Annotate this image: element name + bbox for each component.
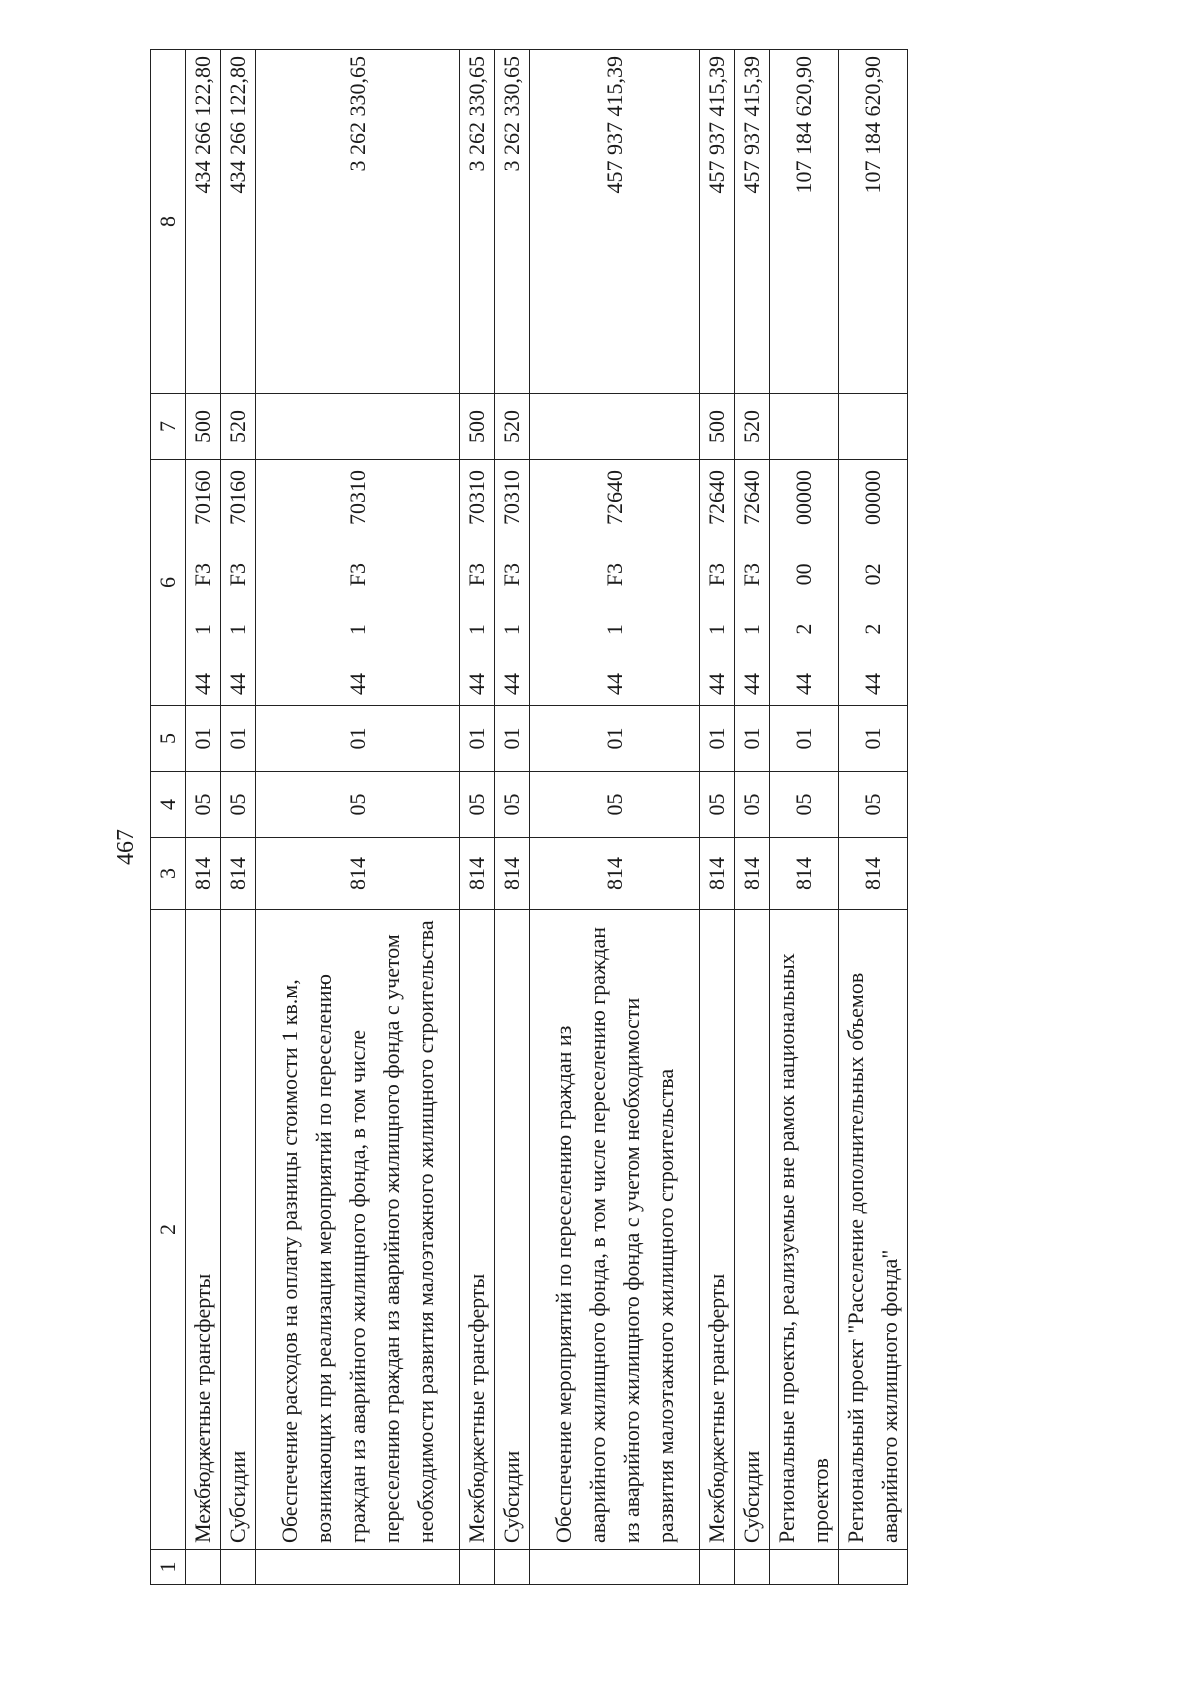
target-article-part: 1 <box>464 624 489 636</box>
table-row <box>256 50 460 1585</box>
target-article-code <box>221 466 255 699</box>
page-number: 467 <box>113 829 139 865</box>
header-cell-7: 7 <box>151 394 186 460</box>
header-cell-4: 4 <box>151 772 186 838</box>
section-code-cell: 05 <box>495 772 530 838</box>
target-article-cell <box>460 460 495 706</box>
target-article-part: F3 <box>190 562 215 587</box>
amount-cell: 3 262 330,65 <box>256 50 460 394</box>
target-article-part: 70310 <box>344 470 370 526</box>
target-article-part: 1 <box>499 624 524 636</box>
table-row <box>839 50 908 1585</box>
target-article-cell <box>770 460 839 706</box>
amount-cell: 457 937 415,39 <box>530 50 700 394</box>
amount-cell: 434 266 122,80 <box>221 50 256 394</box>
target-article-part: 44 <box>704 673 729 695</box>
expense-type-cell: 520 <box>495 394 530 460</box>
amount-cell: 107 184 620,90 <box>839 50 908 394</box>
target-article-code <box>495 466 529 699</box>
row-name-cell: Межбюджетные трансферты <box>460 910 495 1550</box>
header-cell-3: 3 <box>151 838 186 910</box>
subsection-code-cell: 01 <box>256 706 460 772</box>
amount-cell: 457 937 415,39 <box>700 50 735 394</box>
target-article-part: 02 <box>860 563 885 586</box>
target-article-part: 44 <box>499 673 524 695</box>
subsection-code-cell: 01 <box>495 706 530 772</box>
target-article-part: 44 <box>464 673 489 695</box>
amount-cell: 107 184 620,90 <box>770 50 839 394</box>
target-article-code <box>186 466 220 699</box>
target-article-part: 44 <box>791 673 816 695</box>
target-article-part: 1 <box>739 624 764 636</box>
target-article-part: 70160 <box>225 470 250 526</box>
row-number-cell <box>495 1550 530 1585</box>
row-number-cell <box>530 1550 700 1585</box>
table-row <box>186 50 221 1585</box>
row-name-cell: Субсидии <box>221 910 256 1550</box>
ministry-code-cell: 814 <box>186 838 221 910</box>
row-number-cell <box>186 1550 221 1585</box>
target-article-cell <box>221 460 256 706</box>
target-article-part: 1 <box>190 624 215 636</box>
target-article-part: 44 <box>601 673 627 695</box>
row-name-cell: Субсидии <box>495 910 530 1550</box>
header-row <box>151 50 186 1585</box>
row-name-cell: Региональные проекты, реализуемые вне рамок национальных проектов <box>770 910 839 1550</box>
amount-cell: 3 262 330,65 <box>495 50 530 394</box>
target-article-part: 44 <box>344 673 370 695</box>
section-code-cell: 05 <box>186 772 221 838</box>
row-number-cell <box>770 1550 839 1585</box>
section-code-cell: 05 <box>770 772 839 838</box>
target-article-cell <box>186 460 221 706</box>
target-article-part: F3 <box>601 562 627 587</box>
target-article-part: 1 <box>704 624 729 636</box>
target-article-code <box>460 466 494 699</box>
target-article-code <box>700 466 734 699</box>
expense-type-cell <box>256 394 460 460</box>
row-number-cell <box>221 1550 256 1585</box>
ministry-code-cell: 814 <box>495 838 530 910</box>
target-article-part: F3 <box>704 562 729 587</box>
target-article-cell <box>735 460 770 706</box>
expense-type-cell: 500 <box>186 394 221 460</box>
target-article-cell <box>495 460 530 706</box>
target-article-part: F3 <box>739 562 764 587</box>
ministry-code-cell: 814 <box>256 838 460 910</box>
table-row <box>530 50 700 1585</box>
target-article-part: 1 <box>601 624 627 636</box>
target-article-part: 72640 <box>704 470 729 526</box>
expense-type-cell <box>839 394 908 460</box>
target-article-part: 70310 <box>464 470 489 526</box>
target-article-part: 44 <box>860 673 885 695</box>
target-article-code <box>341 466 375 699</box>
section-code-cell: 05 <box>460 772 495 838</box>
header-cell-8: 8 <box>151 50 186 394</box>
row-name-cell: Межбюджетные трансферты <box>700 910 735 1550</box>
ministry-code-cell: 814 <box>770 838 839 910</box>
ministry-code-cell: 814 <box>460 838 495 910</box>
subsection-code-cell: 01 <box>700 706 735 772</box>
subsection-code-cell: 01 <box>221 706 256 772</box>
rotated-table-container <box>150 50 902 1585</box>
target-article-code <box>735 466 769 699</box>
target-article-part: 72640 <box>739 470 764 526</box>
target-article-part: 2 <box>791 623 816 635</box>
target-article-part: F3 <box>464 562 489 587</box>
target-article-part: 44 <box>190 673 215 695</box>
amount-cell: 457 937 415,39 <box>735 50 770 394</box>
header-cell-6: 6 <box>151 460 186 706</box>
subsection-code-cell: 01 <box>735 706 770 772</box>
target-article-part: 00 <box>791 563 816 586</box>
ministry-code-cell: 814 <box>700 838 735 910</box>
target-article-part: F3 <box>225 562 250 587</box>
table-body <box>151 50 908 1585</box>
row-name-cell: Обеспечение расходов на оплату разницы стоимости 1 кв.м, возникающих при реализации мероприятий по переселению граждан из аварийного жилищного фонда, в том числе переселению граждан из аварийного жилищного фонда с учетом необходимости развития малоэтажного жилищного строительства <box>256 910 460 1550</box>
target-article-part: 00000 <box>791 470 816 526</box>
target-article-part: 44 <box>739 673 764 695</box>
table-row <box>770 50 839 1585</box>
subsection-code-cell: 01 <box>839 706 908 772</box>
table-row <box>460 50 495 1585</box>
amount-cell: 434 266 122,80 <box>186 50 221 394</box>
header-cell-2: 2 <box>151 910 186 1550</box>
target-article-part: F3 <box>344 562 370 587</box>
subsection-code-cell: 01 <box>460 706 495 772</box>
table-row <box>735 50 770 1585</box>
target-article-cell <box>700 460 735 706</box>
target-article-part: 72640 <box>601 470 627 526</box>
table-row <box>700 50 735 1585</box>
row-number-cell <box>460 1550 495 1585</box>
expense-type-cell: 520 <box>735 394 770 460</box>
target-article-cell <box>256 460 460 706</box>
target-article-part: 1 <box>225 624 250 636</box>
target-article-part: 70310 <box>499 470 524 526</box>
expense-type-cell <box>530 394 700 460</box>
row-name-cell: Межбюджетные трансферты <box>186 910 221 1550</box>
expense-type-cell: 500 <box>460 394 495 460</box>
section-code-cell: 05 <box>256 772 460 838</box>
expense-type-cell <box>770 394 839 460</box>
target-article-part: 00000 <box>860 470 885 526</box>
target-article-part: 44 <box>225 673 250 695</box>
target-article-code <box>787 466 821 699</box>
row-number-cell <box>839 1550 908 1585</box>
target-article-part: F3 <box>499 562 524 587</box>
target-article-part: 1 <box>344 624 370 636</box>
target-article-code <box>856 466 890 699</box>
amount-cell: 3 262 330,65 <box>460 50 495 394</box>
expense-type-cell: 520 <box>221 394 256 460</box>
expense-type-cell: 500 <box>700 394 735 460</box>
ministry-code-cell: 814 <box>530 838 700 910</box>
row-number-cell <box>700 1550 735 1585</box>
header-cell-1: 1 <box>151 1550 186 1585</box>
ministry-code-cell: 814 <box>839 838 908 910</box>
section-code-cell: 05 <box>530 772 700 838</box>
target-article-code <box>598 466 632 699</box>
row-name-cell: Региональный проект "Расселение дополнительных объемов аварийного жилищного фонда" <box>839 910 908 1550</box>
ministry-code-cell: 814 <box>735 838 770 910</box>
section-code-cell: 05 <box>839 772 908 838</box>
target-article-part: 70160 <box>190 470 215 526</box>
ministry-code-cell: 814 <box>221 838 256 910</box>
section-code-cell: 05 <box>700 772 735 838</box>
section-code-cell: 05 <box>735 772 770 838</box>
target-article-part: 2 <box>860 623 885 635</box>
table-row <box>221 50 256 1585</box>
row-number-cell <box>735 1550 770 1585</box>
header-cell-5: 5 <box>151 706 186 772</box>
row-name-cell: Обеспечение мероприятий по переселению граждан из аварийного жилищного фонда, в том числе переселению граждан из аварийного жилищного фонда с учетом необходимости развития малоэтажного жилищного строительства <box>530 910 700 1550</box>
row-number-cell <box>256 1550 460 1585</box>
table-row <box>495 50 530 1585</box>
row-name-cell: Субсидии <box>735 910 770 1550</box>
target-article-cell <box>839 460 908 706</box>
subsection-code-cell: 01 <box>770 706 839 772</box>
target-article-cell <box>530 460 700 706</box>
budget-table <box>150 49 908 1585</box>
section-code-cell: 05 <box>221 772 256 838</box>
subsection-code-cell: 01 <box>530 706 700 772</box>
subsection-code-cell: 01 <box>186 706 221 772</box>
